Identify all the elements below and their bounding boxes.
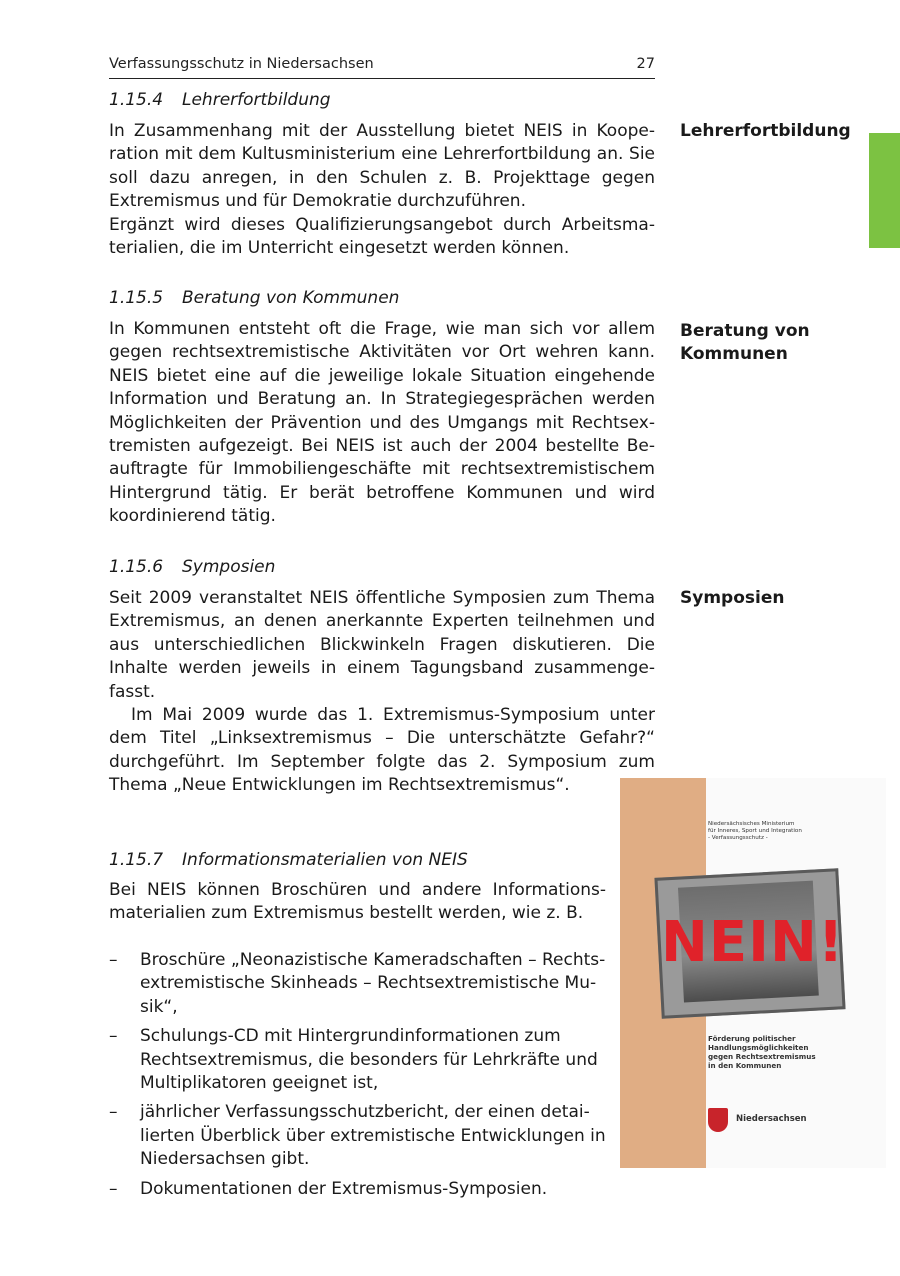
section-heading-text: Beratung von Kommunen bbox=[182, 288, 400, 308]
section-heading-beratung bbox=[109, 288, 399, 308]
materials-list bbox=[109, 949, 606, 1207]
cover-publisher: Niedersachsen bbox=[736, 1114, 807, 1124]
margin-note-lehrerfortbildung: Lehrerfortbildung bbox=[680, 121, 851, 141]
list-dash: – bbox=[109, 1026, 118, 1047]
horse-crest-icon bbox=[708, 1108, 728, 1132]
section-body-beratung bbox=[109, 318, 655, 529]
margin-note-beratung: Beratung von Kommunen bbox=[680, 321, 810, 364]
margin-note-symposien: Symposien bbox=[680, 588, 785, 608]
paragraph: In Kommunen entsteht oft die Frage, wie man sich vor allem gegen rechtsextremistische Aktivitäten vor Ort wehren kann. NEIS bietet eine auf die jeweilige lokale Situation eingehende Information und Beratung an. In Strategiegesprächen werden Möglichkeiten der Prävention und des Umgangs mit Rechtsextremisten aufgezeigt. Bei NEIS ist auch der 2004 bestellte Beauftragte für Immobiliengeschäfte mit rechtsextremistischem Hintergrund tätig. Er berät betroffene Kommunen und wird koordinierend tätig. bbox=[109, 319, 655, 527]
paragraph: Ergänzt wird dieses Qualifizierungsangebot durch Arbeitsmaterialien, die im Unterricht eingesetzt werden können. bbox=[109, 214, 655, 259]
section-body-informationsmaterialien bbox=[109, 879, 606, 926]
list-dash: – bbox=[109, 1178, 118, 1199]
brochure-cover-image bbox=[620, 778, 886, 1168]
chapter-tab-marker bbox=[869, 133, 900, 248]
header-title: Verfassungsschutz in Niedersachsen bbox=[109, 56, 374, 72]
section-heading-lehrerfortbildung bbox=[109, 90, 331, 110]
cover-ministry-text: Niedersächsisches Ministerium für Inneres, Sport und Integration - Verfassungsschutz - bbox=[708, 821, 802, 841]
section-body-lehrerfortbildung bbox=[109, 120, 655, 260]
list-item: – Broschüre „Neonazistische Kameradschaften – Rechtsextremistische Skinheads – Rechtsextremistische Musik“, bbox=[109, 950, 606, 1017]
section-heading-text: Lehrerfortbildung bbox=[182, 90, 331, 110]
cover-subtitle: Förderung politischer Handlungsmöglichkeiten gegen Rechtsextremismus in den Kommunen bbox=[708, 1034, 816, 1070]
section-body-symposien-1 bbox=[109, 587, 655, 704]
section-number: 1.15.6 bbox=[109, 557, 164, 577]
section-body-symposien-2 bbox=[109, 704, 655, 798]
list-dash: – bbox=[109, 950, 118, 970]
section-heading-text: Informationsmaterialien von NEIS bbox=[182, 850, 468, 870]
section-number: 1.15.4 bbox=[109, 90, 164, 110]
section-heading-informationsmaterialien bbox=[109, 850, 468, 870]
section-heading-text: Symposien bbox=[182, 557, 276, 577]
list-item: – Dokumentationen der Extremismus-Symposien. bbox=[109, 1178, 606, 1201]
list-item: – Schulungs-CD mit Hintergrundinformationen zum Rechtsextremismus, die besonders für Lehrkräfte und Multiplikatoren geeignet ist, bbox=[109, 1026, 598, 1094]
paragraph: Im Mai 2009 wurde das 1. Extremismus-Symposium unter dem Titel „Linksextremismus – Die unterschätzte Gefahr?“ durchgeführt. Im September folgte das 2. Symposium zum Thema „Neue Entwicklungen im Rechtsextremismus“. bbox=[109, 705, 655, 796]
list-item: – jährlicher Verfassungsschutzbericht, der einen detailierten Überblick über extremistische Entwicklungen in Niedersachsen gibt. bbox=[109, 1102, 606, 1170]
paragraph: Bei NEIS können Broschüren und andere Informationsmaterialien zum Extremismus bestellt werden, wie z. B. bbox=[109, 880, 606, 924]
running-header bbox=[109, 54, 655, 79]
list-dash: – bbox=[109, 1102, 118, 1123]
section-number: 1.15.5 bbox=[109, 288, 164, 308]
cover-headline: NEIN! bbox=[661, 910, 845, 975]
paragraph: In Zusammenhang mit der Ausstellung bietet NEIS in Kooperation mit dem Kultusministerium eine Lehrerfortbildung an. Sie soll dazu anregen, in den Schulen z. B. Projekttage gegen Extremismus und für Demokratie durchzuführen. bbox=[109, 121, 655, 212]
paragraph: Seit 2009 veranstaltet NEIS öffentliche Symposien zum Thema Extremismus, an denen anerkannte Experten teilnehmen und aus unterschiedlichen Blickwinkeln Fragen diskutieren. Die Inhalte werden jeweils in einem Tagungsband zusammengefasst. bbox=[109, 588, 655, 702]
section-heading-symposien bbox=[109, 557, 275, 577]
page-number: 27 bbox=[636, 56, 655, 72]
section-number: 1.15.7 bbox=[109, 850, 164, 870]
